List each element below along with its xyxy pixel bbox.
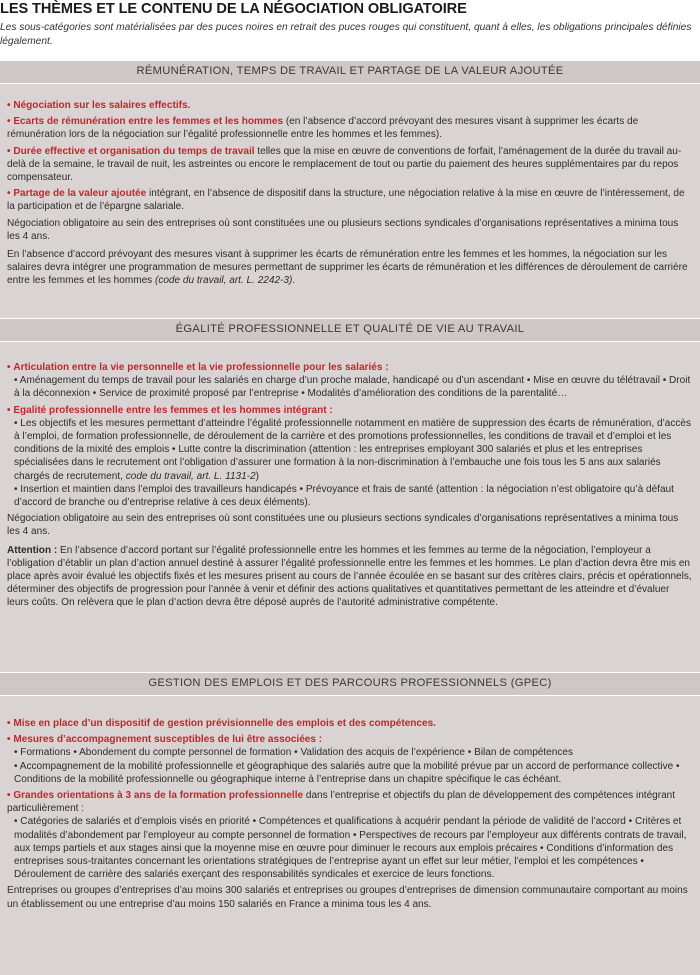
section-2-heading: ÉGALITÉ PROFESSIONNELLE ET QUALITÉ DE VIE AU TRAVAIL	[0, 318, 700, 342]
section-2-body	[7, 361, 693, 615]
list-item: • Ecarts de rémunération entre les femmes et les hommes (en l’absence d’accord prévoyant des mesures visant à supprimer les écarts de rémunération lors de la négociation sur l’égalité professionnelle entre les hommes et les femmes).	[7, 116, 639, 141]
attention-note: Attention : En l’absence d’accord portant sur l’égalité professionnelle entre les hommes et les femmes au terme de la négociation, l’employeur a l’obligation d’établir un plan d’action annuel destiné à assurer l’égalité professionnelle entre les femmes et les hommes. Le plan d’action devra être mis en place après avoir évalué les objectifs fixés et les mesures prisent au cours de l’année écoulée en se basant sur des critères clairs, précis et opérationnels, déterminer des objectifs de progression pour l’année à venir et définir des actions qualitatives et quantitatives permettant de les atteindre et d’évaluer leurs coûts. On relèvera que le plan d’action devra être déposé auprès de l’autorité administrative compétente.	[7, 544, 692, 609]
list-item: • Négociation sur les salaires effectifs.	[7, 100, 191, 111]
section-1-heading: RÉMUNÉRATION, TEMPS DE TRAVAIL ET PARTAGE DE LA VALEUR AJOUTÉE	[0, 60, 700, 84]
page-title: LES THÈMES ET LE CONTENU DE LA NÉGOCIATION OBLIGATOIRE	[0, 1, 467, 17]
paragraph: Entreprises ou groupes d’entreprises d’au moins 300 salariés et entreprises ou groupes d’entreprises de dimension communautaire comportant au moins un établissement ou une entreprise d’au moins 150 salariés en France a minima tous les 4 ans.	[7, 885, 688, 910]
paragraph: En l’absence d’accord prévoyant des mesures visant à supprimer les écarts de rémunération entre les femmes et les hommes, la négociation sur les salaires devra intégrer une programmation de mesures permettant de supprimer les écarts de rémunération et les différences de déroulement de carrière entre les femmes et les hommes (code du travail, art. L. 2242-3).	[7, 249, 688, 287]
section-3-heading: GESTION DES EMPLOIS ET DES PARCOURS PROFESSIONNELS (GPEC)	[0, 672, 700, 696]
list-item: • Grandes orientations à 3 ans de la formation professionnelle dans l’entreprise et objectifs du plan de développement des compétences intégrant particulièrement : • Catégories de salariés et d’emplois visés en priorité • Compétences et qualifications à acquérir pendant la période de validité de l’accord • Critères et modalités d’abondement par l’employeur au compte personnel de formation • Perspectives de recours par l’employeur aux différents contrats de travail, aux temps partiels et aux stages ainsi que la moyenne mise en œuvre pour diminuer le recours aux emplois précaires • Conditions d’information des entreprises sous-traitantes concernant les orientations stratégiques de l’entreprise ayant un effet sur leur métier, l’emploi et les compétences • Déroulement de carrière des salariés exerçant des responsabilités syndicales et exercice de leurs fonctions.	[7, 790, 687, 881]
section-3-body	[7, 717, 693, 916]
list-item: • Egalité professionnelle entre les femmes et les hommes intégrant : • Les objectifs et les mesures permettant d’atteindre l’égalité professionnelle notamment en matière de suppression des écarts de rémunération, d’accès à l’emploi, de formation professionnelle, de déroulement de la carrière et des promotions professionnelles, les conditions de travail et d’emploi et les conditions de la mixité des emplois • Lutte contre la discrimination (attention : les entreprises employant 300 salariés et plus et les entreprises spécialisées dans le recrutement ont l’obligation d’assurer une formation à la non-discrimination à l’embauche une fois tous les 5 ans aux salariés chargés de recrutement, code du travail, art. L. 1131-2) • Insertion et maintien dans l’emploi des travailleurs handicapés • Prévoyance et frais de santé (attention : la négociation n’est obligatoire qu’à défaut d’accord de branche ou d’entreprise relative à ces deux éléments).	[7, 404, 692, 509]
paragraph: Négociation obligatoire au sein des entreprises où sont constituées une ou plusieurs sections syndicales d’organisations représentatives a minima tous les 4 ans.	[7, 217, 679, 242]
list-item: • Partage de la valeur ajoutée intégrant, en l’absence de dispositif dans la structure, une négociation relative à la mise en œuvre de l’intéressement, de la participation et de l’épargne salariale.	[7, 188, 685, 213]
list-item: • Articulation entre la vie personnelle et la vie professionnelle pour les salariés : • Aménagement du temps de travail pour les salariés en charge d’un proche malade, handicapé ou d’un ascendant • Mise en œuvre du télétravail • Droit à la déconnexion • Service de proximité proposé par l’entreprise • Modalités d’amélioration des conditions de la parentalité…	[7, 362, 691, 400]
paragraph: Négociation obligatoire au sein des entreprises où sont constituées une ou plusieurs sections syndicales d’organisations représentatives a minima tous les 4 ans.	[7, 513, 679, 538]
list-item: • Durée effective et organisation du temps de travail telles que la mise en œuvre de conventions de forfait, l’aménagement de la durée du travail au-delà de la semaine, le travail de nuit, les astreintes ou encore le remplacement de tout ou partie du paiement des heures supplémentaires par du repos compensateur.	[7, 145, 682, 184]
page-subtitle: Les sous-catégories sont matérialisées par des puces noires en retrait des puces rouges qui constituent, quant à elles, les obligations principales définies légalement.	[0, 22, 692, 47]
list-item: • Mise en place d’un dispositif de gestion prévisionnelle des emplois et des compétences.	[7, 718, 436, 729]
list-item: • Mesures d’accompagnement susceptibles de lui être associées : • Formations • Abondement du compte personnel de formation • Validation des acquis de l’expérience • Bilan de compétences • Accompagnement de la mobilité professionnelle et géographique des salariés autre que la mobilité prévue par un accord de performance collective • Conditions de la mobilité professionnelle ou géographique interne à l’entreprise dans un chapitre spécifique le cas échéant.	[7, 734, 680, 785]
section-1-body	[7, 99, 693, 293]
